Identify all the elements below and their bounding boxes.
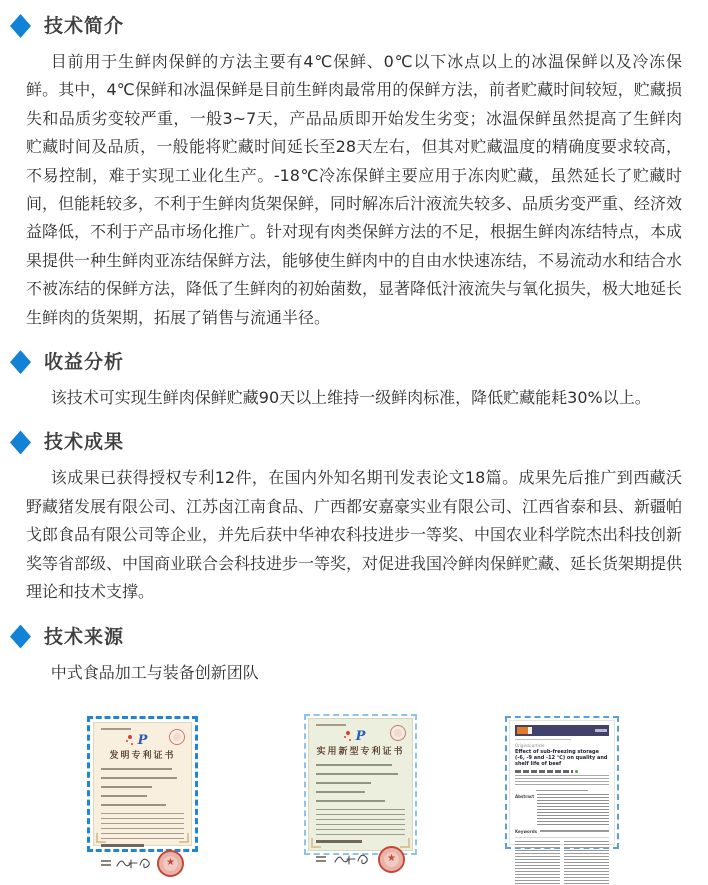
field-line	[101, 786, 152, 788]
orcid-icon	[575, 770, 578, 773]
field-line	[101, 795, 147, 797]
publisher-logo-icon	[595, 729, 607, 732]
corner-ornament-icon	[400, 838, 410, 848]
field-line	[316, 782, 371, 784]
emblem-star: ★	[166, 857, 175, 869]
diamond-bullet-icon	[10, 350, 31, 374]
certificate-number-line	[101, 728, 131, 730]
certificate-paragraph-lines	[101, 813, 184, 840]
corner-ornament-icon	[96, 833, 106, 843]
certificate-number-line	[316, 724, 346, 726]
divider-line	[101, 844, 144, 847]
keywords-label: Keywords	[515, 828, 538, 834]
divider-line	[316, 840, 362, 843]
round-stamp-icon	[390, 725, 406, 741]
certificate-footer	[316, 846, 405, 873]
abstract-text-lines	[537, 794, 609, 826]
journal-article-image[interactable]	[505, 716, 619, 849]
diamond-bullet-icon	[10, 625, 31, 649]
two-column-body	[515, 837, 609, 885]
abstract-block	[515, 794, 609, 826]
section-title: 技术成果	[44, 431, 125, 454]
diamond-bullet-icon	[10, 14, 31, 38]
section-header	[0, 624, 708, 650]
corner-ornament-icon	[179, 833, 189, 843]
section-header	[0, 429, 708, 455]
field-line	[101, 777, 177, 779]
journal-header-banner	[515, 725, 609, 736]
section-title: 收益分析	[44, 351, 125, 374]
column-text-lines	[515, 841, 560, 885]
certificate-paragraph-lines	[316, 809, 405, 836]
journal-logo-icon	[517, 727, 532, 734]
section-tech-achievements	[0, 429, 708, 606]
section-tech-intro	[0, 13, 708, 332]
logo-flame-dots-icon	[346, 731, 350, 735]
signature-icon	[333, 852, 371, 867]
article-type-label: Original article	[515, 742, 545, 748]
section-benefit-analysis	[0, 349, 708, 412]
certificate-title: 实用新型专利证书	[316, 746, 405, 757]
certificate-title: 发明专利证书	[109, 750, 176, 761]
attachments-row	[0, 714, 708, 869]
certificate-field-lines	[316, 764, 405, 802]
paper-title: Effect of sub-freezing storage (-6, -9 and -12 ℃) on quality and shelf life of beef	[515, 748, 608, 767]
invention-patent-certificate-image[interactable]	[87, 716, 198, 869]
logo-letter: P	[137, 732, 148, 748]
national-emblem-seal-icon	[157, 850, 184, 877]
certificate-page	[308, 718, 413, 865]
author-names-lines	[515, 770, 573, 773]
author-line	[515, 770, 609, 773]
certificate-footer	[101, 850, 184, 877]
received-accepted-line	[536, 790, 588, 791]
field-line	[316, 791, 365, 793]
section-body: 中式食品加工与装备创新团队	[50, 662, 259, 682]
field-line	[101, 768, 172, 770]
section-body: 目前用于生鲜肉保鲜的方法主要有4℃保鲜、0℃以下冰点以上的冰温保鲜以及冷冻保鲜。其中，4℃保鲜和冰温保鲜是目前生鲜肉最常用的保鲜方法，前者贮藏时间较短，贮藏损失和品质劣变较严重，一般3~7天，产品品质即开始发生劣变；冰温保鲜虽然提高了生鲜肉贮藏时间及品质，一般能将贮藏时间延长至28天左右，但其对贮藏温度的精确度要求较高，不易控制，难于实现工业化生产。-18℃冷冻保鲜主要应用于冻肉贮藏，虽然延长了贮藏时间，但能耗较多，不利于生鲜肉货架保鲜，同时解冻后汁液流失较多、品质劣变严重、经济效益降低，不利于产品市场化推广。针对现有肉类保鲜方法的不足，根据生鲜肉冻结特点，本成果提供一种生鲜肉亚冻结保鲜方法，能够使生鲜肉中的自由水快速冻结，不易流动水和结合水不被冻结的保鲜方法，降低了生鲜肉的初始菌数，显著降低汁液流失与氧化损失，极大地延长生鲜肉的货架期，拓展了销售与流通半径。	[26, 52, 683, 327]
field-line	[316, 800, 385, 802]
round-stamp-icon	[169, 729, 185, 745]
diamond-bullet-icon	[10, 430, 31, 454]
keywords-line	[540, 830, 609, 832]
section-header	[0, 13, 708, 39]
citation-line	[515, 739, 571, 740]
paper-page	[509, 720, 615, 845]
section-body: 该成果已获得授权专利12件，在国内外知名期刊发表论文18篇。成果先后推广到西藏沃野藏猪发展有限公司、江苏卤江南食品、广西都安嘉豪实业有限公司、江西省泰和县、新疆帕戈郎食品有限公司等企业，并先后获中华神农科技进步一等奖、中国农业科学院杰出科技创新奖等省部级、中国商业联合会科技进步一等奖，对促进我国冷鲜肉保鲜贮藏、延长货架期提供理论和技术支撑。	[26, 468, 683, 602]
keywords-row	[515, 829, 609, 834]
official-title-lines	[101, 858, 111, 868]
certificate-field-lines	[101, 768, 184, 806]
certificate-page	[93, 722, 192, 869]
section-header	[0, 349, 708, 375]
national-emblem-seal-icon	[378, 846, 405, 873]
emblem-star: ★	[387, 853, 396, 865]
section-title: 技术简介	[44, 15, 125, 37]
abstract-label: Abstract	[515, 793, 535, 799]
field-line	[101, 804, 166, 806]
field-line	[316, 773, 398, 775]
utility-model-patent-certificate-image[interactable]	[304, 714, 417, 865]
logo-letter: P	[355, 728, 366, 744]
logo-flame-dots-icon	[128, 735, 132, 739]
section-tech-source	[0, 624, 708, 687]
affiliation-lines	[515, 775, 609, 787]
section-body: 该技术可实现生鲜肉保鲜贮藏90天以上维持一级鲜肉标准，降低贮藏能耗30%以上。	[50, 388, 651, 408]
field-line	[316, 764, 392, 766]
column-text-lines	[564, 841, 609, 885]
section-title: 技术来源	[44, 625, 125, 648]
corner-ornament-icon	[311, 838, 321, 848]
official-title-lines	[316, 854, 326, 864]
signature-icon	[115, 856, 153, 871]
